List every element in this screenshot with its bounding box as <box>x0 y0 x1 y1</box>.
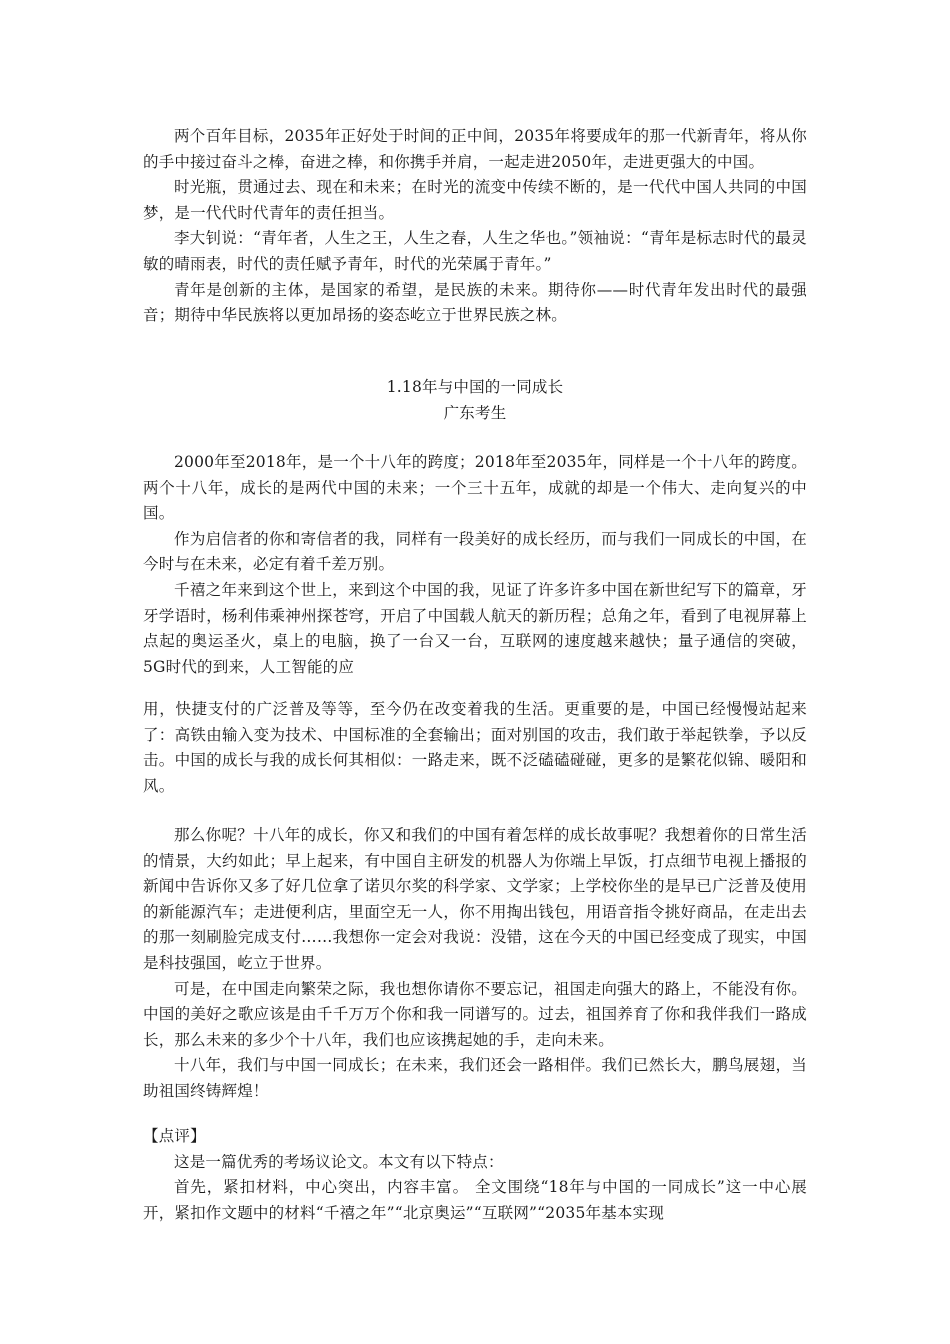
paragraph: 那么你呢？十八年的成长，你又和我们的中国有着怎样的成长故事呢？我想着你的日常生活的情景，大约如此；早上起来，有中国自主研发的机器人为你端上早饭，打点细节电视上播报的新闻中告诉你又多了好几位拿了诺贝尔奖的科学家、文学家；上学校你坐的是早已广泛普及使用的新能源汽车；走进便利店，里面空无一人，你不用掏出钱包，用语音指令挑好商品，在走出去的那一刻刷脸完成支付……我想你一定会对我说：没错，这在今天的中国已经变成了现实，中国是科技强国，屹立于世界。 <box>143 826 807 972</box>
paragraph: 用，快捷支付的广泛普及等等，至今仍在改变着我的生活。更重要的是，中国已经慢慢站起来了：高铁由输入变为技术、中国标准的全套输出；面对别国的攻击，我们敢于举起铁拳，予以反击。中国的成长与我的成长何其相似：一路走来，既不泛磕磕碰碰，更多的是繁花似锦、暖阳和风。 <box>143 700 807 795</box>
paragraph: 2000年至2018年，是一个十八年的跨度；2018年至2035年，同样是一个十八年的跨度。两个十八年，成长的是两代中国的未来；一个三十五年，成就的却是一个伟大、走向复兴的中国。 <box>143 453 807 523</box>
review-section <box>143 1124 807 1226</box>
paragraph: 两个百年目标，2035年正好处于时间的正中间，2035年将要成年的那一代新青年，将从你的手中接过奋斗之棒，奋进之棒，和你携手并肩，一起走进2050年，走进更强大的中国。 <box>143 127 807 171</box>
paragraph: 这是一篇优秀的考场议论文。本文有以下特点： <box>174 1152 504 1171</box>
essay-title: 1.18年与中国的一同成长 <box>386 378 564 396</box>
essay-author: 广东考生 <box>443 403 507 422</box>
intro-section <box>143 124 807 329</box>
review-heading: 【点评】 <box>143 1127 206 1145</box>
essay-heading <box>143 375 807 426</box>
paragraph: 时光瓶，贯通过去、现在和未来；在时光的流变中传续不断的，是一代代中国人共同的中国梦，是一代代时代青年的责任担当。 <box>143 178 807 222</box>
paragraph: 青年是创新的主体，是国家的希望，是民族的未来。期待你——时代青年发出时代的最强音；期待中华民族将以更加昂扬的姿态屹立于世界民族之林。 <box>143 280 807 325</box>
paragraph: 十八年，我们与中国一同成长；在未来，我们还会一路相伴。我们已然长大，鹏鸟展翅，当助祖国终铸辉煌！ <box>143 1056 807 1100</box>
paragraph: 千禧之年来到这个世上，来到这个中国的我，见证了许多许多中国在新世纪写下的篇章，牙牙学语时，杨利伟乘神州探苍穹，开启了中国载人航天的新历程；总角之年，看到了电视屏幕上点起的奥运圣火，桌上的电脑，换了一台又一台，互联网的速度越来越快；量子通信的突破，5G时代的到来，人工智能的应 <box>143 580 807 676</box>
essay-part-3 <box>143 823 807 1105</box>
paragraph: 作为启信者的你和寄信者的我，同样有一段美好的成长经历，而与我们一同成长的中国，在今时与在未来，必定有着千差万别。 <box>143 529 807 574</box>
essay-part-1 <box>143 450 807 680</box>
essay-part-2 <box>143 697 807 799</box>
paragraph: 首先，紧扣材料，中心突出，内容丰富。 全文围绕“18年与中国的一同成长”这一中心展开，紧扣作文题中的材料“千禧之年”“北京奥运”“互联网”“2035年基本实现 <box>143 1178 807 1222</box>
paragraph: 可是，在中国走向繁荣之际，我也想你请你不要忘记，祖国走向强大的路上，不能没有你。中国的美好之歌应该是由千千万万个你和我一同谱写的。过去，祖国养育了你和我伴我们一路成长，那么未来的多少个十八年，我们也应该携起她的手，走向未来。 <box>143 979 807 1049</box>
paragraph: 李大钊说：“青年者，人生之王，人生之春，人生之华也。”领袖说：“青年是标志时代的最灵敏的晴雨表，时代的责任赋予青年，时代的光荣属于青年。” <box>143 229 807 273</box>
